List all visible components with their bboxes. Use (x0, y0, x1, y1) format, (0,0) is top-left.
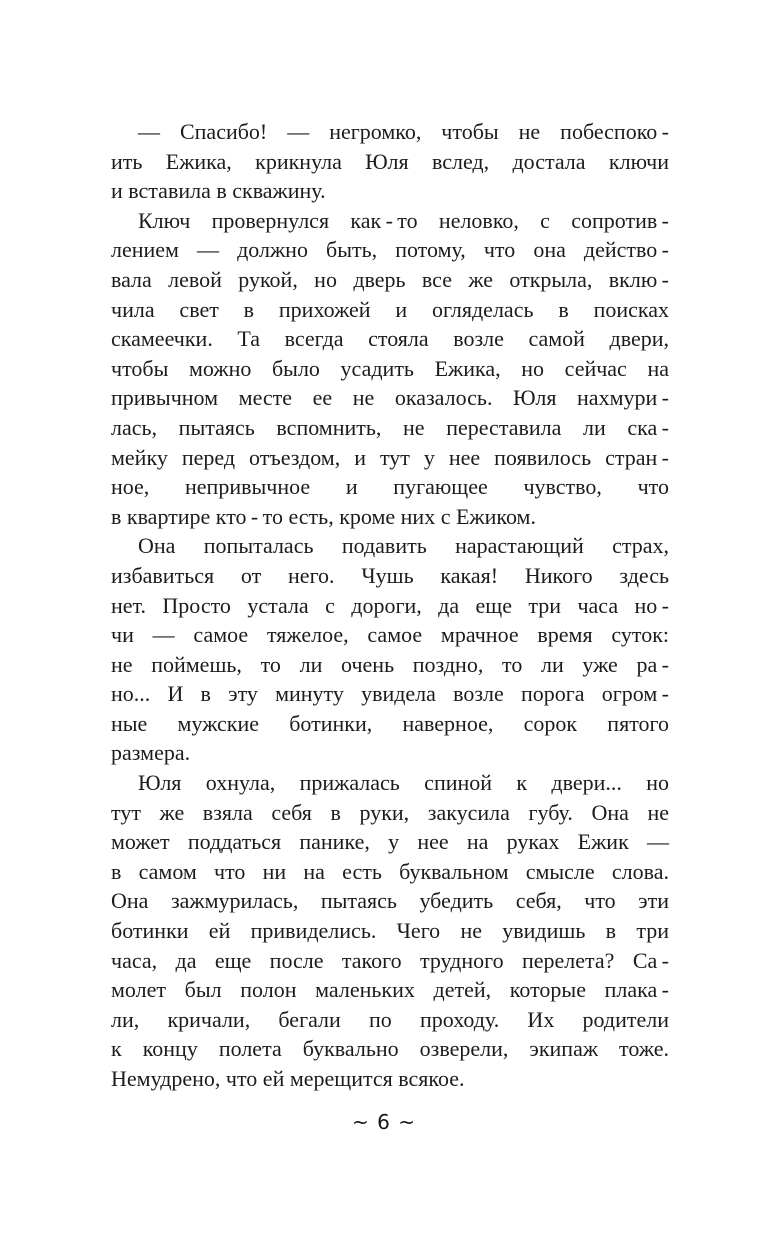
text-line: лением — должно быть, потому, что она действо - (111, 237, 669, 263)
page-number: ~ 6 ~ (352, 1110, 416, 1134)
text-line: ные мужские ботинки, наверное, сорок пятого (111, 710, 669, 736)
text-line: ить Ежика, крикнула Юля вслед, достала ключи (111, 148, 669, 174)
text-line: — Спасибо! — негромко, чтобы не побеспоко - (138, 119, 669, 144)
paragraph (111, 531, 669, 768)
paragraph (111, 117, 669, 206)
text-line: молет был полон маленьких детей, которые плака - (111, 977, 669, 1003)
text-line: ли, кричали, бегали по проходу. Их родители (111, 1006, 669, 1032)
text-line: ботинки ей привиделись. Чего не увидишь в три (111, 918, 669, 944)
text-line: тут же взяла себя в руки, закусила губу. Она не (111, 799, 669, 825)
text-line: нет. Просто устала с дороги, да еще три часа но - (111, 592, 669, 618)
text-line: размера. (111, 740, 191, 766)
text-line: Она зажмурилась, пытаясь убедить себя, что эти (111, 888, 669, 914)
text-line: вала левой рукой, но дверь все же открыла, вклю - (111, 266, 669, 292)
paragraph (111, 206, 669, 532)
text-line: Юля охнула, прижалась спиной к двери... но (138, 770, 669, 796)
text-line: лась, пытаясь вспомнить, не переставила ли ска - (111, 414, 669, 440)
text-line: в квартире кто - то есть, кроме них с Ежиком. (111, 503, 536, 529)
text-line: избавиться от него. Чушь какая! Никого здесь (111, 562, 669, 588)
text-line: но... И в эту минуту увидела возле порога огром - (111, 681, 669, 707)
text-line: мейку перед отъездом, и тут у нее появилось стран - (111, 444, 669, 470)
page-text (111, 117, 669, 1094)
paragraph (111, 768, 669, 1094)
text-line: в самом что ни на есть буквальном смысле слова. (111, 858, 669, 884)
text-line: к концу полета буквально озверели, экипаж тоже. (111, 1036, 669, 1062)
text-line: привычном месте ее не оказалось. Юля нахмури - (111, 385, 669, 411)
text-line: часа, да еще после такого трудного перелета? Са - (111, 947, 669, 973)
text-line: Она попыталась подавить нарастающий страх, (138, 533, 669, 559)
text-line: не поймешь, то ли очень поздно, то ли уже ра - (111, 651, 669, 677)
text-line: Ключ провернулся как - то неловко, с сопротив - (138, 207, 669, 233)
text-line: и вставила в скважину. (111, 178, 326, 204)
text-line: чила свет в прихожей и огляделась в поисках (111, 296, 669, 322)
text-line: чтобы можно было усадить Ежика, но сейчас на (111, 355, 669, 381)
text-line: скамеечки. Та всегда стояла возле самой двери, (111, 326, 669, 352)
text-line: ное, непривычное и пугающее чувство, что (111, 474, 669, 500)
text-line: чи — самое тяжелое, самое мрачное время суток: (111, 622, 669, 648)
text-line: может поддаться панике, у нее на руках Ежик — (111, 829, 669, 855)
text-line: Немудрено, что ей мерещится всякое. (111, 1066, 465, 1091)
